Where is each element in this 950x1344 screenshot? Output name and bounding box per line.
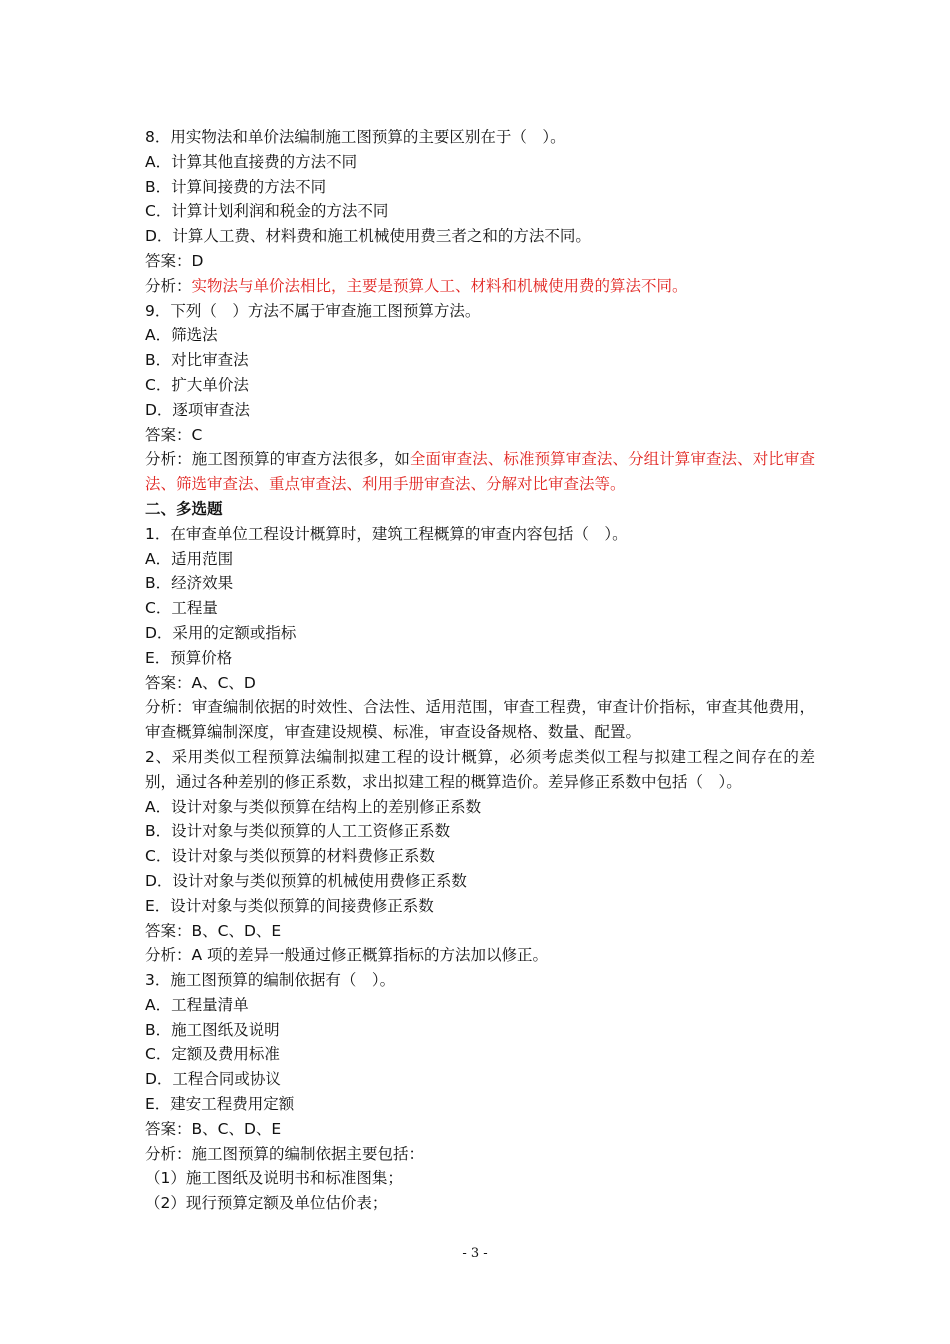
analysis-m1: 分析：审查编制依据的时效性、合法性、适用范围，审查工程费，审查计价指标，审查其他费用，审查概算编制深度，审查建设规模、标准，审查设备规格、数量、配置。: [145, 698, 815, 742]
answer-8: 答案：D: [145, 251, 204, 270]
analysis-m2: 分析：A 项的差异一般通过修正概算指标的方法加以修正。: [145, 946, 549, 965]
option-b: B．设计对象与类似预算的人工工资修正系数: [145, 822, 451, 841]
option-a: A．设计对象与类似预算在结构上的差别修正系数: [145, 797, 482, 816]
option-b: B．对比审查法: [145, 351, 249, 370]
option-a: A．适用范围: [145, 549, 234, 568]
multi-question-1: 1．在审查单位工程设计概算时，建筑工程概算的审查内容包括（ ）。: [145, 524, 628, 543]
question-9: 9．下列（ ）方法不属于审查施工图预算方法。: [145, 301, 481, 320]
analysis-prefix: 分析：施工图预算的审查方法很多，如: [145, 450, 410, 469]
question-8: 8．用实物法和单价法编制施工图预算的主要区别在于（ ）。: [145, 128, 566, 146]
option-b: B．经济效果: [145, 574, 234, 593]
option-c: C．计算计划利润和税金的方法不同: [145, 202, 389, 221]
option-b: B．施工图纸及说明: [145, 1020, 280, 1039]
list-item: （2）现行预算定额及单位估价表；: [145, 1194, 388, 1213]
page-number: - 3 -: [462, 1246, 488, 1261]
option-a: A．筛选法: [145, 326, 218, 345]
option-d: D．设计对象与类似预算的机械使用费修正系数: [145, 871, 467, 890]
answer-m3: 答案：B、C、D、E: [145, 1119, 282, 1138]
analysis-highlight: 实物法与单价法相比，主要是预算人工、材料和机械使用费的算法不同。: [191, 276, 688, 295]
multi-question-2: 2、采用类似工程预算法编制拟建工程的设计概算，必须考虑类似工程与拟建工程之间存在的差别，通过各种差别的修正系数，求出拟建工程的概算造价。差异修正系数中包括（ ）。: [145, 747, 815, 791]
option-c: C．定额及费用标准: [145, 1045, 280, 1064]
analysis-highlight: 全面审查法、标准预算审查法、分组计算审查法、对比审查法、筛选审查法、重点审查法、利用手册审查法、分解对比审查法等。: [145, 450, 815, 494]
answer-9: 答案：C: [145, 425, 203, 444]
answer-m2: 答案：B、C、D、E: [145, 921, 282, 940]
analysis-m3: 分析：施工图预算的编制依据主要包括：: [145, 1144, 425, 1163]
page-content: [145, 125, 815, 1216]
option-d: D．逐项审查法: [145, 400, 250, 419]
option-e: E．设计对象与类似预算的间接费修正系数: [145, 896, 434, 915]
option-d: D．工程合同或协议: [145, 1070, 281, 1089]
option-d: D．采用的定额或指标: [145, 623, 297, 642]
option-c: C．设计对象与类似预算的材料费修正系数: [145, 847, 435, 866]
option-c: C．扩大单价法: [145, 375, 249, 394]
analysis-prefix: 分析：: [145, 276, 192, 295]
option-a: A．工程量清单: [145, 995, 249, 1014]
option-c: C．工程量: [145, 599, 218, 618]
answer-m1: 答案：A、C、D: [145, 673, 256, 692]
analysis-9: [145, 447, 815, 497]
option-d: D．计算人工费、材料费和施工机械使用费三者之和的方法不同。: [145, 227, 591, 246]
analysis-8: [145, 274, 815, 299]
option-b: B．计算间接费的方法不同: [145, 177, 327, 196]
list-item: （1）施工图纸及说明书和标准图集；: [145, 1169, 403, 1188]
multi-question-3: 3．施工图预算的编制依据有（ ）。: [145, 971, 396, 990]
option-e: E．预算价格: [145, 648, 233, 667]
section-title: 二、多选题: [145, 499, 223, 518]
option-e: E．建安工程费用定额: [145, 1095, 295, 1114]
option-a: A．计算其他直接费的方法不同: [145, 152, 358, 171]
